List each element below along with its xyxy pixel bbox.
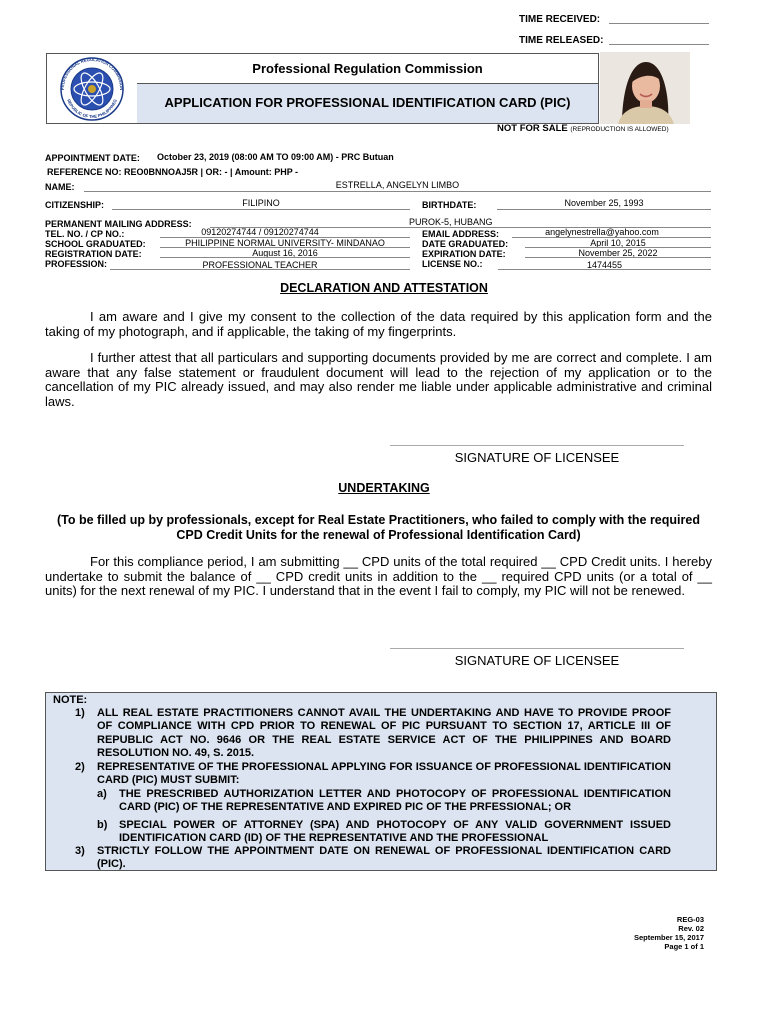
reference-line: REFERENCE NO: REO0BNNOAJ5R | OR: - | Amount: PHP - — [47, 167, 299, 177]
citizenship-value: FILIPINO — [242, 198, 280, 208]
license-label: LICENSE NO.: — [422, 259, 483, 269]
note-label: NOTE: — [53, 694, 88, 706]
org-name: Professional Regulation Commission — [137, 54, 598, 84]
form-revision: Rev. 02 — [678, 924, 704, 933]
expiration-value: November 25, 2022 — [578, 248, 658, 258]
date-graduated-label: DATE GRADUATED: — [422, 239, 509, 249]
school-label: SCHOOL GRADUATED: — [45, 239, 146, 249]
expiration-label: EXPIRATION DATE: — [422, 249, 506, 259]
profession-label: PROFESSION: — [45, 259, 108, 269]
school-value: PHILIPPINE NORMAL UNIVERSITY- MINDANAO — [185, 238, 385, 248]
birthdate-line — [497, 209, 711, 210]
expiration-line — [525, 257, 711, 258]
profession-line — [110, 269, 410, 270]
note-letter-b: b) — [97, 819, 108, 831]
email-label: EMAIL ADDRESS: — [422, 229, 500, 239]
note-item-a: THE PRESCRIBED AUTHORIZATION LETTER AND PHOTOCOPY OF PROFESSIONAL IDENTIFICATION CARD (PIC) OF THE REPRESENTATIVE AND EXPIRED PIC OF THE PRFESSIONAL; OR — [119, 788, 671, 814]
page-number: Page 1 of 1 — [664, 942, 704, 951]
tel-value: 09120274744 / 09120274744 — [201, 227, 319, 237]
form-revision-date: September 15, 2017 — [633, 933, 704, 942]
undertaking-title: UNDERTAKING — [338, 481, 430, 495]
declaration-signature: SIGNATURE OF LICENSEE — [390, 445, 684, 465]
note-box — [45, 692, 717, 871]
license-line — [498, 269, 711, 270]
prc-seal-logo — [49, 56, 135, 121]
note-number-1: 1) — [75, 707, 85, 719]
citizenship-line — [112, 209, 410, 210]
email-value: angelynestrella@yahoo.com — [545, 227, 659, 237]
declaration-title: DECLARATION AND ATTESTATION — [280, 281, 488, 295]
svg-text:PROFESSIONAL REGULATION COMMIS: PROFESSIONAL REGULATION COMMISSION — [59, 56, 125, 91]
appointment-label: APPOINTMENT DATE: — [45, 153, 140, 163]
note-letter-a: a) — [97, 788, 107, 800]
note-number-2: 2) — [75, 761, 85, 773]
form-title: APPLICATION FOR PROFESSIONAL IDENTIFICATION CARD (PIC) — [137, 84, 598, 123]
time-received-label: TIME RECEIVED: — [519, 14, 601, 25]
note-number-3: 3) — [75, 845, 85, 857]
not-for-sale — [497, 123, 669, 134]
note-item-2: REPRESENTATIVE OF THE PROFESSIONAL APPLYING FOR ISSUANCE OF PROFESSIONAL IDENTIFICATION CARD (PIC) MUST SUBMIT: — [97, 761, 671, 787]
time-released-label: TIME RELEASED: — [519, 35, 604, 46]
name-label: NAME: — [45, 182, 75, 192]
note-item-1: ALL REAL ESTATE PRACTITIONERS CANNOT AVAIL THE UNDERTAKING AND HAVE TO PROVIDE PROOF OF COMPLIANCE WITH CPD PRIOR TO RENEWAL OF PIC PURSUANT TO SECTION 17, ARTICLE III OF REPUBLIC ACT NO. 9646 OR THE REAL ESTATE SERVICE ACT OF THE PHILIPPINES AND BOARD RESOLUTION NO. 49, S. 2015. — [97, 707, 671, 760]
form-code: REG-03 — [676, 915, 704, 924]
date-graduated-value: April 10, 2015 — [590, 238, 646, 248]
not-for-sale-label: NOT FOR SALE — [497, 123, 568, 134]
form-footer — [634, 915, 704, 951]
declaration-paragraph-2: I further attest that all particulars and supporting documents provided by me are correct and complete. I am aware that any false statement or fraudulent document will lead to the rejection of my application or to the cancellation of my PIC already issued, and may also render me liable under applicable administrative and criminal laws. — [45, 350, 712, 409]
undertaking-subtitle: (To be filled up by professionals, except for Real Estate Practitioners, who failed to comply with the required CPD Credit Units for the renewal of Professional Identification Card) — [57, 513, 700, 542]
applicant-photo — [600, 52, 690, 124]
time-released-line — [609, 44, 709, 45]
note-item-b: SPECIAL POWER OF ATTORNEY (SPA) AND PHOTOCOPY OF ANY VALID GOVERNMENT ISSUED IDENTIFICATION CARD (ID) OF THE REPRESENTATIVE AND THE PROFESSIONAL — [119, 819, 671, 845]
registration-line — [160, 257, 410, 258]
undertaking-body: For this compliance period, I am submitting __ CPD units of the total required __ CPD Credit units. I hereby undertake to submit the balance of __ CPD credit units in addition to the __ required CPD units (or a total of __ units) for the next renewal of my PIC. I understand that in the event I fail to comply, my PIC will not be renewed. — [45, 554, 712, 598]
registration-value: August 16, 2016 — [252, 248, 318, 258]
appointment-value: October 23, 2019 (08:00 AM TO 09:00 AM) - PRC Butuan — [157, 152, 394, 162]
declaration-paragraph-1: I am aware and I give my consent to the collection of the data required by this application form and the taking of my photograph, and if applicable, the taking of my fingerprints. — [45, 309, 712, 339]
not-for-sale-note: (REPRODUCTION IS ALLOWED) — [570, 126, 669, 133]
undertaking-signature: SIGNATURE OF LICENSEE — [390, 648, 684, 668]
birthdate-value: November 25, 1993 — [564, 198, 644, 208]
svg-text:REPUBLIC OF THE PHILIPPINES: REPUBLIC OF THE PHILIPPINES — [66, 98, 118, 120]
applicant-portrait-image — [600, 52, 690, 124]
tel-label: TEL. NO. / CP NO.: — [45, 229, 125, 239]
time-received-line — [609, 23, 709, 24]
address-label: PERMANENT MAILING ADDRESS: — [45, 219, 192, 229]
address-value: PUROK-5, HUBANG — [409, 217, 493, 227]
note-item-3: STRICTLY FOLLOW THE APPOINTMENT DATE ON RENEWAL OF PROFESSIONAL IDENTIFICATION CARD (PIC). — [97, 845, 671, 871]
birthdate-label: BIRTHDATE: — [422, 200, 477, 210]
name-value: ESTRELLA, ANGELYN LIMBO — [335, 180, 460, 190]
license-value: 1474455 — [586, 260, 623, 270]
profession-value: PROFESSIONAL TEACHER — [202, 260, 318, 270]
citizenship-label: CITIZENSHIP: — [45, 200, 105, 210]
registration-label: REGISTRATION DATE: — [45, 249, 142, 259]
name-line — [84, 191, 711, 192]
